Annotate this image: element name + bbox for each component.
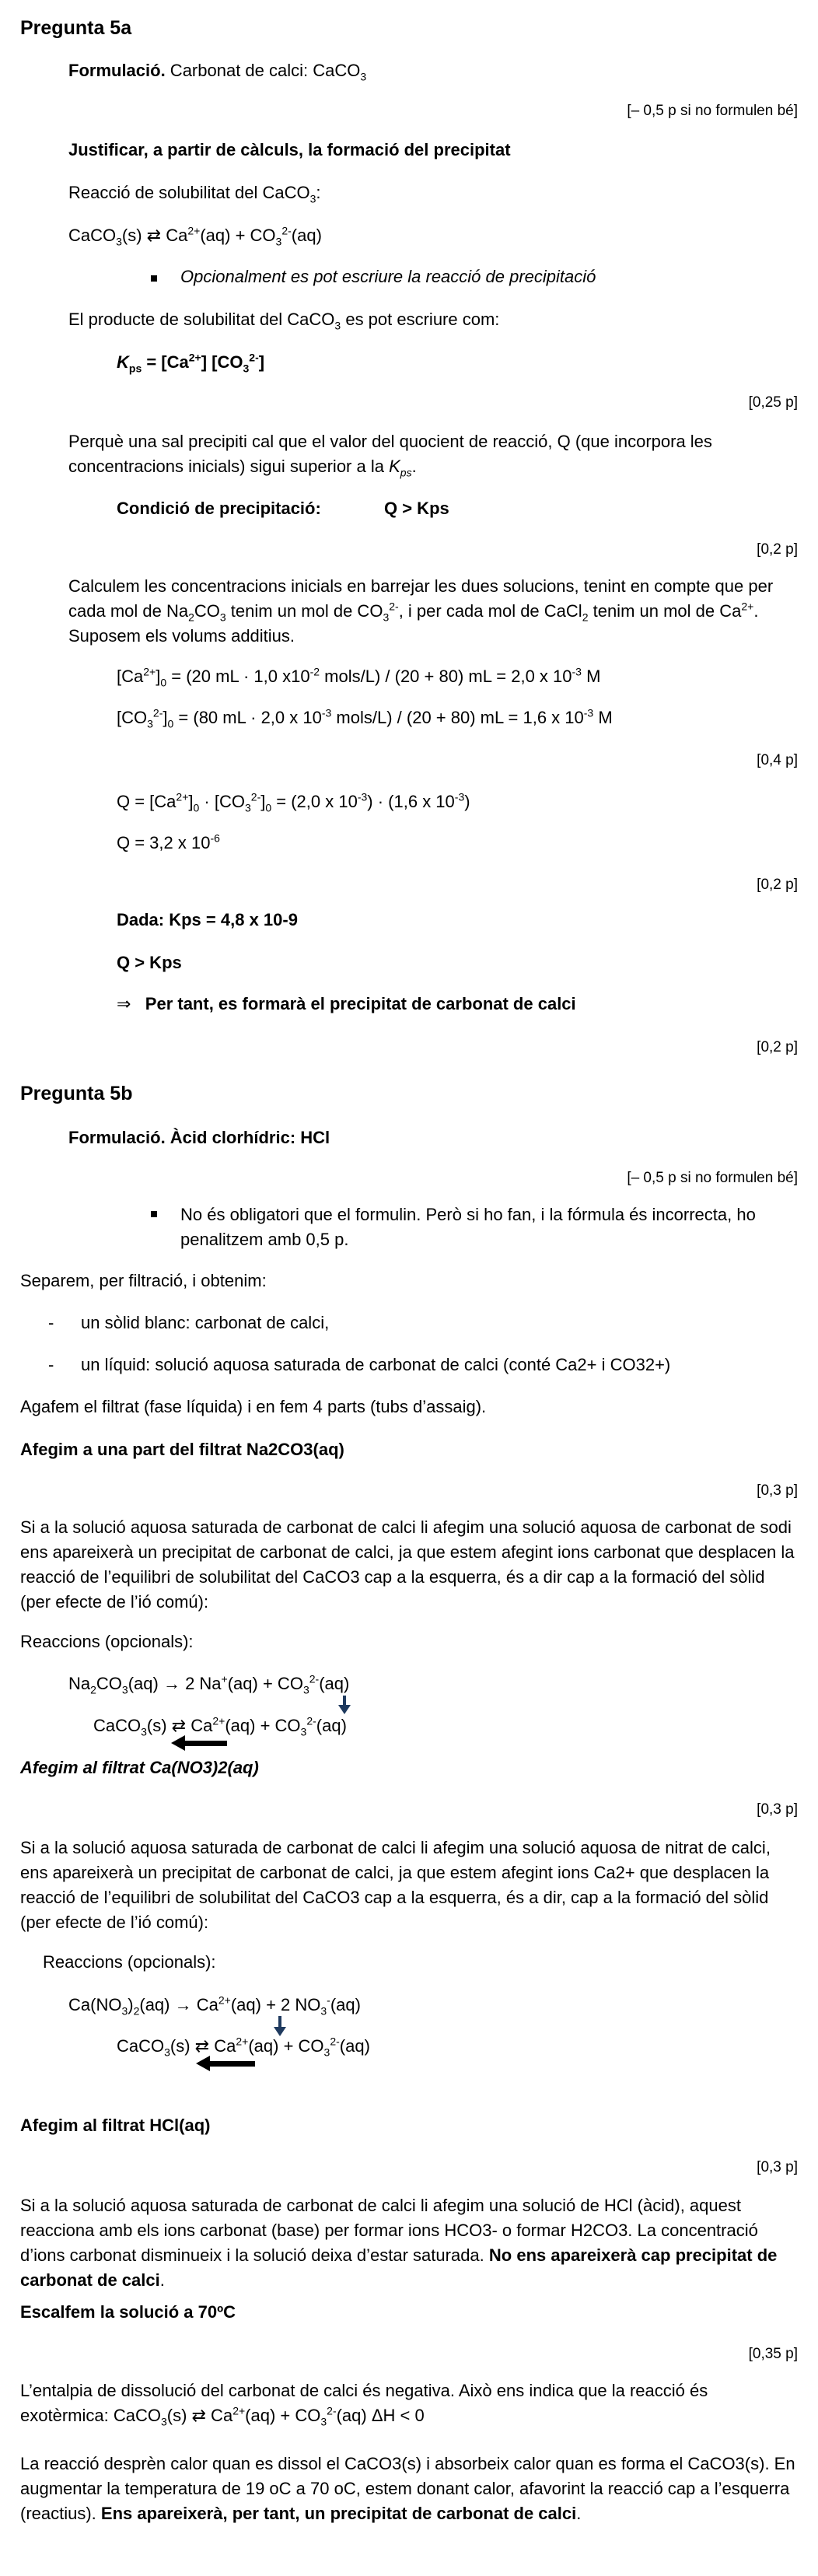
paragraph-na2co3: Si a la solució aquosa saturada de carbonat de calci li afegim una solució aquosa de carbonat de sodi ens apareixerà un precipitat de carbonat de calci, ja que estem afegint ions carbonat que desplacen la reacció de l’equilibri de solubilitat del CaCO3 cap a la esquerra, és a dir cap a la formació del sòlid (per efecte de l’ió comú): [20, 1517, 795, 1612]
calculem-paragraph: Calculem les concentracions inicials en barrejar les dues solucions, tenint en compte que per cada mol de $Na_2CO_3$ tenim un mol de $CO_3^{2-}$, i per cada mol de CaCl$_2$ tenim un mol de $Ca^{2+}$. Suposem els volums additius. [68, 576, 774, 646]
paragraph-cano3: Si a la solució aquosa saturada de carbonat de calci li afegim una solució aquosa de nitrat de calci, ens apareixerà un precipitat de carbonat de calci, ja que estem afegint ions Ca2+ que desplacen la reacció de l’equilibri de solubilitat del CaCO3 cap a la esquerra, és a dir, cap a la formació del sòlid (per efecte de l’ió comú): [20, 1838, 771, 1932]
score: [0,3 p] [757, 2159, 798, 2175]
heading-na2co3: Afegim a una part del filtrat Na2CO3(aq) [20, 1440, 344, 1459]
bullet-opcional: Opcionalment es pot escriure la reacció de precipitació [180, 267, 596, 286]
condicio-value: Q > Kps [384, 499, 449, 518]
paragraph-temperatura: La reacció desprèn calor quan es dissol el CaCO3(s) i absorbeix calor quan es forma el CaCO3(s). En augmentar la temperatura de 19 oC a 70 oC, estem donant calor, afavorint la reacció cap a l’esquerra (reactius). Ens apareixerà, per tant, un precipitat de carbonat de calci. [20, 2454, 795, 2523]
implies-icon: ⇒ [117, 994, 131, 1013]
title-5a: Pregunta 5a [20, 17, 132, 39]
list-item: un sòlid blanc: carbonat de calci, [81, 1313, 330, 1332]
equilibrium-eq: CaCO$_3$(s) ⇄ $Ca^{2+}(aq) + CO_3^{2-}(aq)$ [117, 2035, 370, 2059]
condicio-label: Condició de precipitació: [117, 499, 321, 518]
kps-intro: El producte de solubilitat del CaCO$_3$ es pot escriure com: [68, 310, 500, 332]
reaction-na2co3: $Na_2CO_3(aq) \to 2$ $Na^+(aq) + CO_3^{2-}(aq)$ [68, 1672, 350, 1696]
equilibrium-eq: CaCO$_3$(s) ⇄ $Ca^{2+}(aq) + CO_3^{2-}(aq)$ [93, 1714, 347, 1738]
left-arrow-icon [184, 1741, 227, 1746]
penalty-note: [– 0,5 p si no formulen bé] [627, 103, 798, 119]
bullet-no-obligatori: No és obligatori que el formulin. Però si ho fan, i la fórmula és incorrecta, ho penalitzem amb 0,5 p. [180, 1202, 787, 1252]
left-arrow-icon [208, 2061, 255, 2067]
ca-concentration: $[Ca^{2+}]_0 = (20$ mL · 1,0 $x10^{-2}$ mols/L) / (20 + 80) mL = 2,0 x $10^{-3}$ M [117, 665, 601, 689]
list-item: un líquid: solució aquosa saturada de carbonat de calci (conté Ca2+ i CO32+) [81, 1355, 671, 1374]
reaction-cano3: $Ca(NO_3)_2(aq) \to Ca^{2+}(aq) + 2$ $NO_3^-(aq)$ [68, 1993, 361, 2018]
paragraph-entalpia: L’entalpia de dissolució del carbonat de calci és negativa. Això ens indica que la reacció és exotèrmica: CaCO$_3$(s) ⇄ $Ca^{2+}(aq) + CO_3^{2-}(aq) \Delta H < 0$ [20, 2381, 708, 2428]
kps-expression: $K_{ps} = [Ca^{2+}]$ $[CO_3^{2-}]$ [117, 351, 265, 375]
justificar-heading: Justificar, a partir de càlculs, la formació del precipitat [68, 140, 511, 159]
dada-kps: Dada: Kps = 4,8 x 10-9 [117, 910, 298, 929]
down-arrow-icon [278, 2016, 281, 2028]
agafem: Agafem el filtrat (fase líquida) i en fem 4 parts (tubs d’assaig). [20, 1397, 487, 1416]
q-expression: $Q = [Ca^{2+}]_0 \cdot [CO_3^{2-}]_0 = (2,0$ x $10^{-3}) \cdot (1,6$ x $10^{-3}$) [117, 790, 470, 814]
penalty-note: [– 0,5 p si no formulen bé] [627, 1170, 798, 1186]
conclusion-5a: ⇒ Per tant, es formarà el precipitat de carbonat de calci [117, 994, 576, 1013]
title-5b: Pregunta 5b [20, 1083, 133, 1104]
formulacio-5b: Formulació. Àcid clorhídric: HCl [68, 1128, 330, 1147]
reaccio-intro: Reacció de solubilitat del CaCO$_3$: [68, 183, 321, 205]
heading-hcl: Afegim al filtrat HCl(aq) [20, 2116, 211, 2135]
paragraph-hcl: Si a la solució aquosa saturada de carbonat de calci li afegim una solució de HCl (àcid), aquest reacciona amb els ions carbonat (base) per formar ions HCO3- o formar H2CO3. La concentració d’ions carbonat disminueix i la solució deixa d’estar saturada. No ens apareixerà cap precipitat de carbonat de calci. [20, 2196, 778, 2290]
co3-concentration: $[CO_3^{2-}]_0 = (80$ mL · 2,0 x $10^{-3}$ mols/L) / (20 + 80) mL = 1,6 x $10^{-3}$ M [117, 706, 613, 730]
score: [0,2 p] [757, 1039, 798, 1055]
score: [0,3 p] [757, 1801, 798, 1818]
reaccions-label: Reaccions (opcionals): [43, 1952, 216, 1972]
heading-cano3: Afegim al filtrat Ca(NO3)2(aq) [20, 1758, 259, 1777]
score: [0,2 p] [757, 877, 798, 893]
perque-paragraph: Perquè una sal precipiti cal que el valor del quocient de reacció, Q (que incorpora les concentracions inicials) sigui superior a la $K_{ps}$. [68, 432, 712, 479]
formulacio-5a: Formulació. Carbonat de calci: CaCO$_3$ [68, 61, 367, 83]
score: [0,25 p] [748, 394, 798, 411]
score: [0,2 p] [757, 541, 798, 558]
score: [0,35 p] [748, 2346, 798, 2362]
score: [0,4 p] [757, 752, 798, 768]
reaccions-label: Reaccions (opcionals): [20, 1632, 194, 1651]
score: [0,3 p] [757, 1482, 798, 1499]
dash-icon: - [48, 1313, 54, 1332]
q-vs-kps: Q > Kps [117, 953, 182, 972]
dash-icon: - [48, 1355, 54, 1374]
heading-escalfem: Escalfem la solució a 70ºC [20, 2302, 236, 2322]
down-arrow-icon [343, 1696, 346, 1706]
equilibrium-eq: CaCO$_3$(s) ⇄ $Ca^{2+}(aq) + CO_3^{2-}(aq)$ [68, 224, 322, 248]
separem: Separem, per filtració, i obtenim: [20, 1271, 267, 1290]
q-value: Q = 3,2 x $10^{-6}$ [117, 831, 220, 852]
